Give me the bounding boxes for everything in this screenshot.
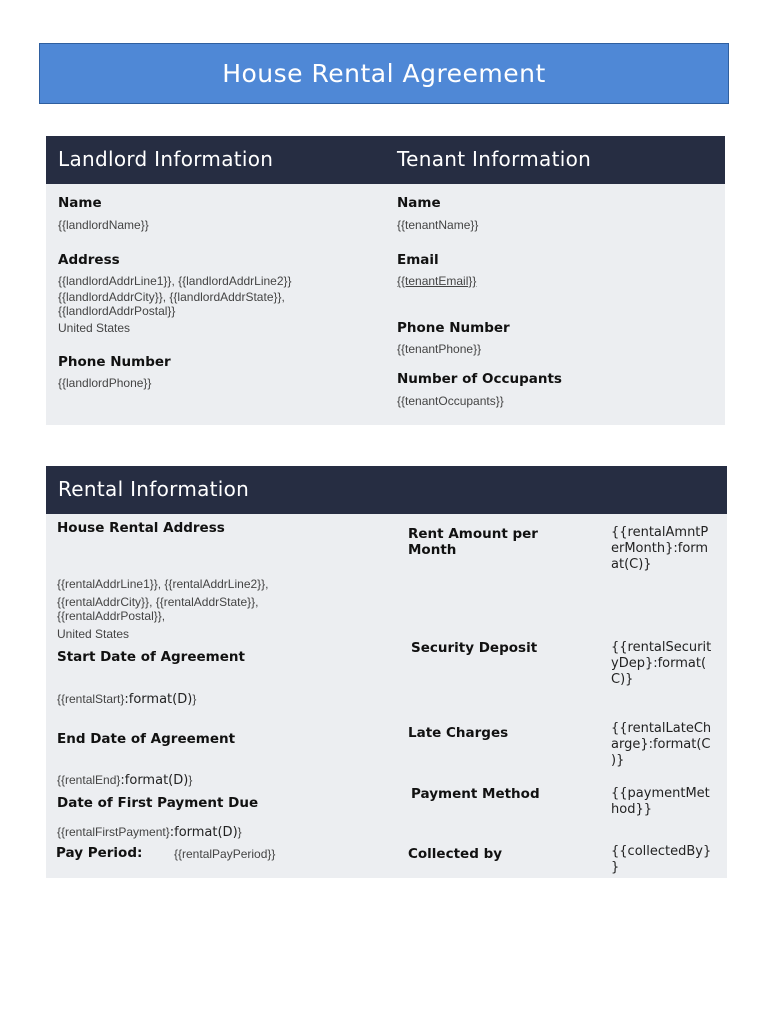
landlord-header: Landlord Information <box>58 147 274 171</box>
rent-amount-label-line1: Rent Amount per <box>408 526 538 542</box>
tenant-name-label: Name <box>397 195 441 211</box>
landlord-address-line3: {{landlordAddrPostal}} <box>58 304 176 318</box>
first-payment-value <box>57 821 242 840</box>
tenant-occupants-value: {{tenantOccupants}} <box>397 394 504 408</box>
first-payment-label: Date of First Payment Due <box>57 795 259 811</box>
landlord-address-country: United States <box>58 321 131 335</box>
rental-address-label: House Rental Address <box>57 520 225 536</box>
landlord-address-line2: {{landlordAddrCity}}, {{landlordAddrState}}, <box>58 290 285 304</box>
landlord-name-value: {{landlordName}} <box>58 218 149 232</box>
tenant-email-link[interactable]: {{tenantEmail}} <box>397 274 477 288</box>
first-payment-field: {{rentalFirstPayment} <box>57 825 170 839</box>
end-date-value <box>57 769 192 788</box>
parties-panel <box>46 136 725 425</box>
end-date-close: } <box>188 773 193 787</box>
start-date-value <box>57 688 196 707</box>
late-charges-value-line3: )} <box>611 753 625 768</box>
end-date-field: {{rentalEnd} <box>57 773 121 787</box>
security-deposit-label: Security Deposit <box>411 640 538 656</box>
payment-method-value <box>611 786 710 818</box>
start-date-field: {{rentalStart} <box>57 692 125 706</box>
late-charges-label: Late Charges <box>408 725 509 741</box>
end-date-label: End Date of Agreement <box>57 731 236 747</box>
rent-amount-value <box>611 525 708 573</box>
security-deposit-value <box>611 640 711 688</box>
tenant-name-value: {{tenantName}} <box>397 218 479 232</box>
rental-panel <box>46 466 727 878</box>
pay-period-label: Pay Period: <box>56 845 143 861</box>
landlord-address-line1: {{landlordAddrLine1}}, {{landlordAddrLine2}} <box>58 274 292 288</box>
rent-amount-label <box>408 526 538 558</box>
rent-amount-value-line2: erMonth}:form <box>611 541 709 556</box>
collected-by-value-line1: {{collectedBy} <box>611 844 712 859</box>
landlord-phone-label: Phone Number <box>58 354 171 370</box>
tenant-header: Tenant Information <box>397 147 592 171</box>
start-date-close: } <box>192 692 197 706</box>
late-charges-value-line2: arge}:format(C <box>611 737 711 752</box>
end-date-format: :format(D) <box>120 773 189 788</box>
start-date-format: :format(D) <box>124 692 193 707</box>
collected-by-value-line2: } <box>611 860 620 875</box>
landlord-address-label: Address <box>58 252 120 268</box>
pay-period-value: {{rentalPayPeriod}} <box>174 847 276 861</box>
rental-header: Rental Information <box>58 477 250 501</box>
payment-method-value-line2: hod}} <box>611 802 652 817</box>
first-payment-close: } <box>237 825 242 839</box>
rental-address-line2: {{rentalAddrCity}}, {{rentalAddrState}}, <box>57 595 259 609</box>
rent-amount-value-line1: {{rentalAmntP <box>611 525 709 540</box>
rental-address-line1: {{rentalAddrLine1}}, {{rentalAddrLine2}}, <box>57 577 269 591</box>
rental-address-line3: {{rentalAddrPostal}}, <box>57 609 166 623</box>
first-payment-format: :format(D) <box>169 825 238 840</box>
rent-amount-value-line3: at(C)} <box>611 557 652 572</box>
security-deposit-value-line1: {{rentalSecurit <box>611 640 712 655</box>
document-title-bar <box>39 43 729 104</box>
payment-method-label: Payment Method <box>411 786 540 802</box>
rental-panel-header <box>46 466 727 514</box>
late-charges-value <box>611 721 711 769</box>
tenant-phone-label: Phone Number <box>397 320 510 336</box>
tenant-occupants-label: Number of Occupants <box>397 371 562 387</box>
security-deposit-value-line2: yDep}:format( <box>611 656 707 671</box>
landlord-phone-value: {{landlordPhone}} <box>58 376 152 390</box>
start-date-label: Start Date of Agreement <box>57 649 245 665</box>
parties-panel-header <box>46 136 725 184</box>
collected-by-value <box>611 844 711 876</box>
security-deposit-value-line3: C)} <box>611 672 634 687</box>
payment-method-value-line1: {{paymentMet <box>611 786 710 801</box>
landlord-name-label: Name <box>58 195 102 211</box>
tenant-phone-value: {{tenantPhone}} <box>397 342 482 356</box>
rental-address-country: United States <box>57 627 130 641</box>
late-charges-value-line1: {{rentalLateCh <box>611 721 712 736</box>
rent-amount-label-line2: Month <box>408 542 457 558</box>
document-title: House Rental Agreement <box>222 59 546 88</box>
tenant-email-label: Email <box>397 252 439 268</box>
collected-by-label: Collected by <box>408 846 503 862</box>
